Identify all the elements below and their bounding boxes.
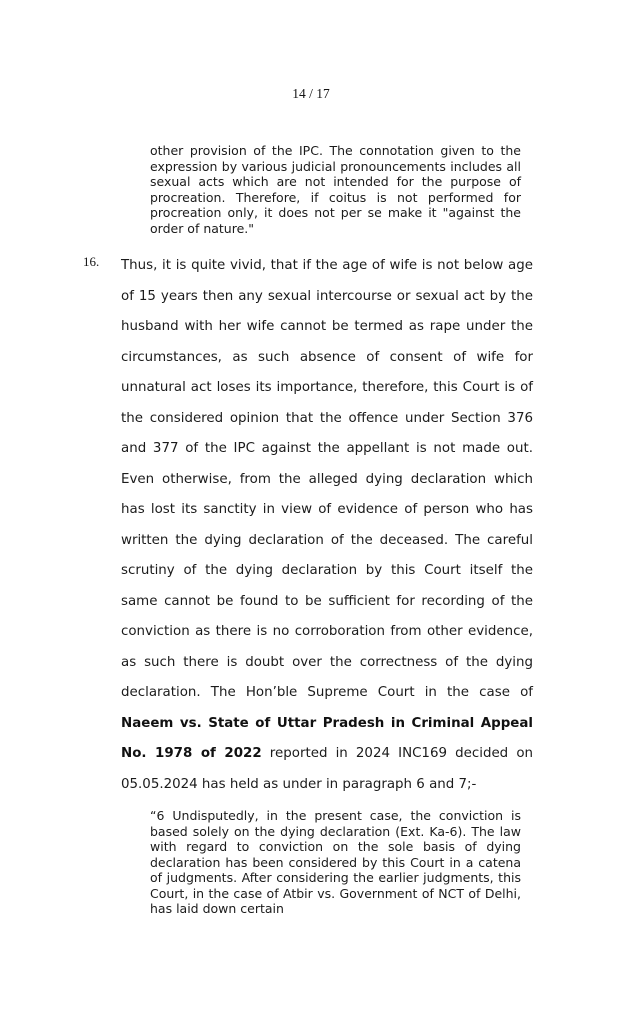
paragraph-16-text-after-bold: reported in 2024 INC169 decided on 05.05.2024 has held as under in paragraph 6 and 7;- [121, 746, 533, 792]
paragraph-number: 16. [83, 254, 100, 269]
paragraph-16-case-citation-bold: Naeem vs. State of Uttar Pradesh in Criminal Appeal No. 1978 of 2022 [121, 715, 533, 761]
paragraph-16-body [121, 251, 533, 800]
paragraph-16-text-before-bold: Thus, it is quite vivid, that if the age of wife is not below age of 15 years then any sexual intercourse or sexual act by the husband with her wife cannot be termed as rape under the circumstances, as such absence of consent of wife for unnatural act loses its importance, therefore, this Court is of the considered opinion that the offence under Section 376 and 377 of the IPC against the appellant is not made out. Even otherwise, from the alleged dying declaration which has lost its sanctity in view of evidence of person who has written the dying declaration of the deceased. The careful scrutiny of the dying declaration by this Court itself the same cannot be found to be sufficient for recording of the conviction as there is no corroboration from other evidence, as such there is doubt over the correctness of the dying declaration. The Hon’ble Supreme Court in the case of [121, 258, 533, 700]
indented-quote-ipc-connotation: other provision of the IPC. The connotation given to the expression by various judicial pronouncements includes all sexual acts which are not intended for the purpose of procreation. Therefore, if coitus is not performed for procreation only, it does not per se make it "against the order of nature." [150, 143, 521, 236]
indented-quote-dying-declaration: “6 Undisputedly, in the present case, the conviction is based solely on the dying declaration (Ext. Ka-6). The law with regard to conviction on the sole basis of dying declaration has been considered by this Court in a catena of judgments. After considering the earlier judgments, this Court, in the case of Atbir vs. Government of NCT of Delhi, has laid down certain [150, 808, 521, 916]
page-number: 14 / 17 [292, 86, 330, 101]
